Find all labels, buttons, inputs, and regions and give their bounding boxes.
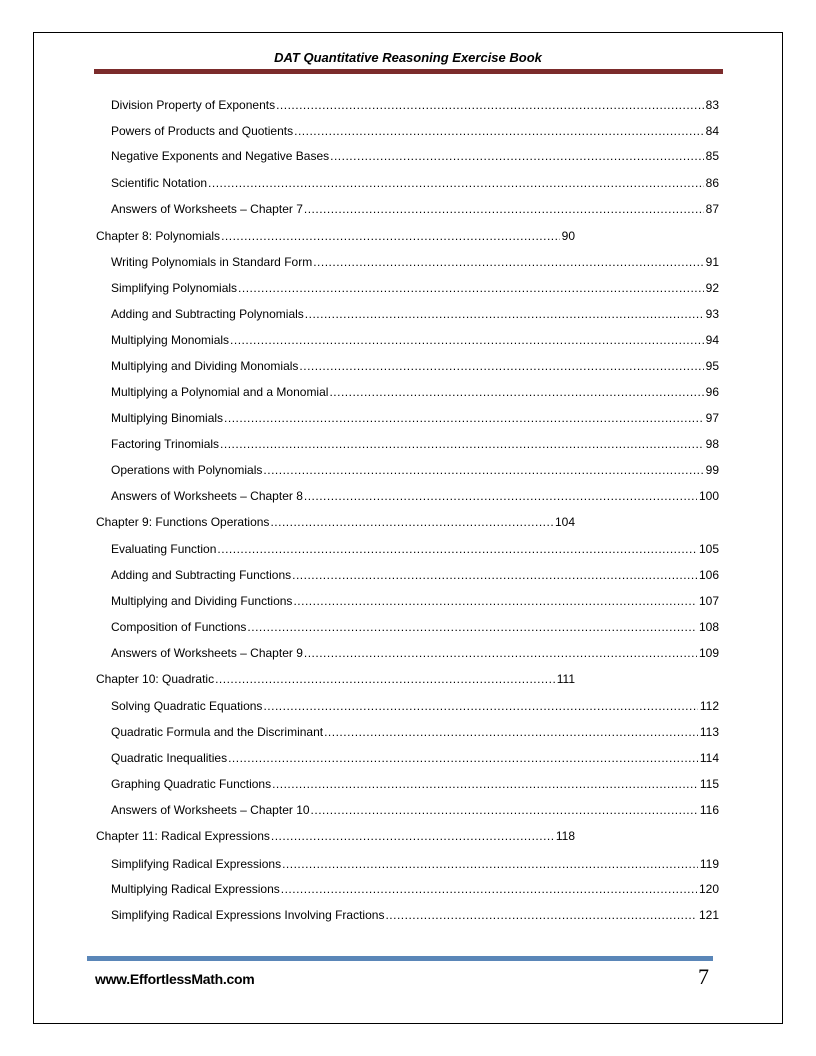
toc-section-entry	[111, 541, 719, 557]
toc-entry-title: Composition of Functions	[111, 620, 247, 634]
toc-entry-page: 83	[705, 98, 719, 112]
toc-entry-page: 90	[561, 229, 575, 243]
toc-entry-page: 95	[705, 359, 719, 373]
toc-section-entry	[111, 593, 719, 609]
toc-entry-page: 113	[699, 725, 719, 739]
dot-leader	[271, 828, 554, 844]
toc-section-entry	[111, 201, 719, 217]
toc-entry-title: Simplifying Radical Expressions Involving Fractions	[111, 908, 385, 922]
toc-entry-page: 112	[699, 699, 719, 713]
toc-section-entry	[111, 856, 719, 872]
dot-leader	[217, 541, 697, 557]
toc-entry-title: Powers of Products and Quotients	[111, 124, 294, 138]
toc-entry-page: 111	[556, 672, 575, 686]
toc-section-entry	[111, 907, 719, 923]
toc-entry-page: 108	[698, 620, 719, 634]
toc-entry-title: Multiplying Radical Expressions	[111, 882, 280, 896]
dot-leader	[230, 332, 704, 348]
toc-section-entry	[111, 750, 719, 766]
dot-leader	[224, 410, 704, 426]
toc-section-entry	[111, 619, 719, 635]
toc-entry-title: Multiplying and Dividing Functions	[111, 594, 293, 608]
toc-entry-page: 115	[699, 777, 719, 791]
toc-entry-page: 107	[698, 594, 719, 608]
toc-section-entry	[111, 410, 719, 426]
toc-entry-title: Graphing Quadratic Functions	[111, 777, 272, 791]
toc-entry-title: Answers of Worksheets – Chapter 7	[111, 202, 303, 216]
dot-leader	[270, 514, 553, 530]
toc-section-entry	[111, 488, 719, 504]
dot-leader	[247, 619, 697, 635]
dot-leader	[272, 776, 698, 792]
dot-leader	[238, 280, 704, 296]
toc-section-entry	[111, 436, 719, 452]
toc-entry-title: Factoring Trinomials	[111, 437, 220, 451]
toc-entry-page: 105	[698, 542, 719, 556]
toc-chapter-entry	[96, 228, 575, 244]
dot-leader	[330, 148, 704, 164]
toc-entry-page: 119	[699, 857, 719, 871]
toc-entry-page: 84	[705, 124, 719, 138]
toc-section-entry	[111, 254, 719, 270]
toc-section-entry	[111, 776, 719, 792]
toc-entry-page: 106	[698, 568, 719, 582]
toc-entry-title: Operations with Polynomials	[111, 463, 263, 477]
toc-entry-title: Writing Polynomials in Standard Form	[111, 255, 313, 269]
page-header-title: DAT Quantitative Reasoning Exercise Book	[274, 50, 542, 65]
toc-entry-title: Multiplying and Dividing Monomials	[111, 359, 299, 373]
toc-section-entry	[111, 97, 719, 113]
dot-leader	[304, 645, 697, 661]
toc-entry-title: Quadratic Formula and the Discriminant	[111, 725, 324, 739]
toc-entry-title: Answers of Worksheets – Chapter 10	[111, 803, 310, 817]
toc-entry-page: 86	[705, 176, 719, 190]
page-number: 7	[698, 964, 709, 989]
toc-entry-title: Chapter 9: Functions Operations	[96, 515, 270, 529]
dot-leader	[311, 802, 698, 818]
header-rule	[94, 69, 723, 74]
dot-leader	[276, 97, 704, 113]
toc-entry-title: Adding and Subtracting Functions	[111, 568, 292, 582]
toc-entry-title: Simplifying Polynomials	[111, 281, 238, 295]
toc-entry-title: Chapter 10: Quadratic	[96, 672, 215, 686]
toc-entry-page: 94	[705, 333, 719, 347]
toc-entry-page: 114	[699, 751, 719, 765]
toc-entry-page: 100	[698, 489, 719, 503]
dot-leader	[221, 228, 560, 244]
dot-leader	[282, 856, 698, 872]
toc-section-entry	[111, 802, 719, 818]
toc-entry-page: 85	[705, 149, 719, 163]
toc-entry-title: Answers of Worksheets – Chapter 8	[111, 489, 303, 503]
toc-entry-title: Division Property of Exponents	[111, 98, 276, 112]
toc-chapter-entry	[96, 514, 575, 530]
toc-entry-title: Multiplying Binomials	[111, 411, 224, 425]
toc-entry-page: 98	[705, 437, 719, 451]
toc-entry-page: 93	[705, 307, 719, 321]
footer-website: www.EffortlessMath.com	[95, 971, 255, 987]
toc-entry-title: Answers of Worksheets – Chapter 9	[111, 646, 303, 660]
toc-section-entry	[111, 881, 719, 897]
toc-entry-title: Multiplying Monomials	[111, 333, 230, 347]
dot-leader	[304, 201, 704, 217]
toc-chapter-entry	[96, 671, 575, 687]
toc-entry-page: 121	[698, 908, 719, 922]
dot-leader	[220, 436, 704, 452]
dot-leader	[324, 724, 698, 740]
dot-leader	[281, 881, 697, 897]
dot-leader	[215, 671, 555, 687]
footer-rule	[87, 956, 713, 961]
toc-entry-title: Scientific Notation	[111, 176, 208, 190]
toc-section-entry	[111, 175, 719, 191]
toc-entry-title: Adding and Subtracting Polynomials	[111, 307, 304, 321]
dot-leader	[329, 384, 703, 400]
toc-section-entry	[111, 123, 719, 139]
dot-leader	[299, 358, 703, 374]
toc-entry-page: 91	[705, 255, 719, 269]
toc-entry-title: Simplifying Radical Expressions	[111, 857, 282, 871]
toc-entry-page: 104	[554, 515, 575, 529]
toc-entry-page: 92	[705, 281, 719, 295]
toc-chapter-entry	[96, 828, 575, 844]
dot-leader	[304, 488, 697, 504]
toc-entry-title: Chapter 8: Polynomials	[96, 229, 221, 243]
dot-leader	[385, 907, 697, 923]
toc-section-entry	[111, 724, 719, 740]
toc-entry-title: Multiplying a Polynomial and a Monomial	[111, 385, 329, 399]
dot-leader	[263, 462, 703, 478]
dot-leader	[263, 698, 697, 714]
toc-section-entry	[111, 148, 719, 164]
dot-leader	[208, 175, 704, 191]
toc-entry-page: 120	[698, 882, 719, 896]
toc-entry-page: 99	[705, 463, 719, 477]
toc-entry-page: 97	[705, 411, 719, 425]
toc-section-entry	[111, 280, 719, 296]
toc-section-entry	[111, 567, 719, 583]
dot-leader	[313, 254, 703, 270]
toc-entry-page: 118	[555, 829, 575, 843]
toc-entry-title: Negative Exponents and Negative Bases	[111, 149, 330, 163]
toc-section-entry	[111, 358, 719, 374]
dot-leader	[293, 593, 697, 609]
toc-entry-title: Evaluating Function	[111, 542, 217, 556]
toc-section-entry	[111, 384, 719, 400]
toc-entry-title: Chapter 11: Radical Expressions	[96, 829, 270, 843]
toc-section-entry	[111, 698, 719, 714]
toc-section-entry	[111, 332, 719, 348]
dot-leader	[228, 750, 698, 766]
toc-entry-page: 109	[698, 646, 719, 660]
toc-entry-title: Quadratic Inequalities	[111, 751, 228, 765]
toc-entry-page: 96	[705, 385, 719, 399]
dot-leader	[294, 123, 704, 139]
dot-leader	[305, 306, 704, 322]
toc-section-entry	[111, 306, 719, 322]
toc-entry-title: Solving Quadratic Equations	[111, 699, 263, 713]
toc-entry-page: 87	[705, 202, 719, 216]
toc-section-entry	[111, 645, 719, 661]
dot-leader	[292, 567, 697, 583]
toc-entry-page: 116	[699, 803, 719, 817]
toc-section-entry	[111, 462, 719, 478]
